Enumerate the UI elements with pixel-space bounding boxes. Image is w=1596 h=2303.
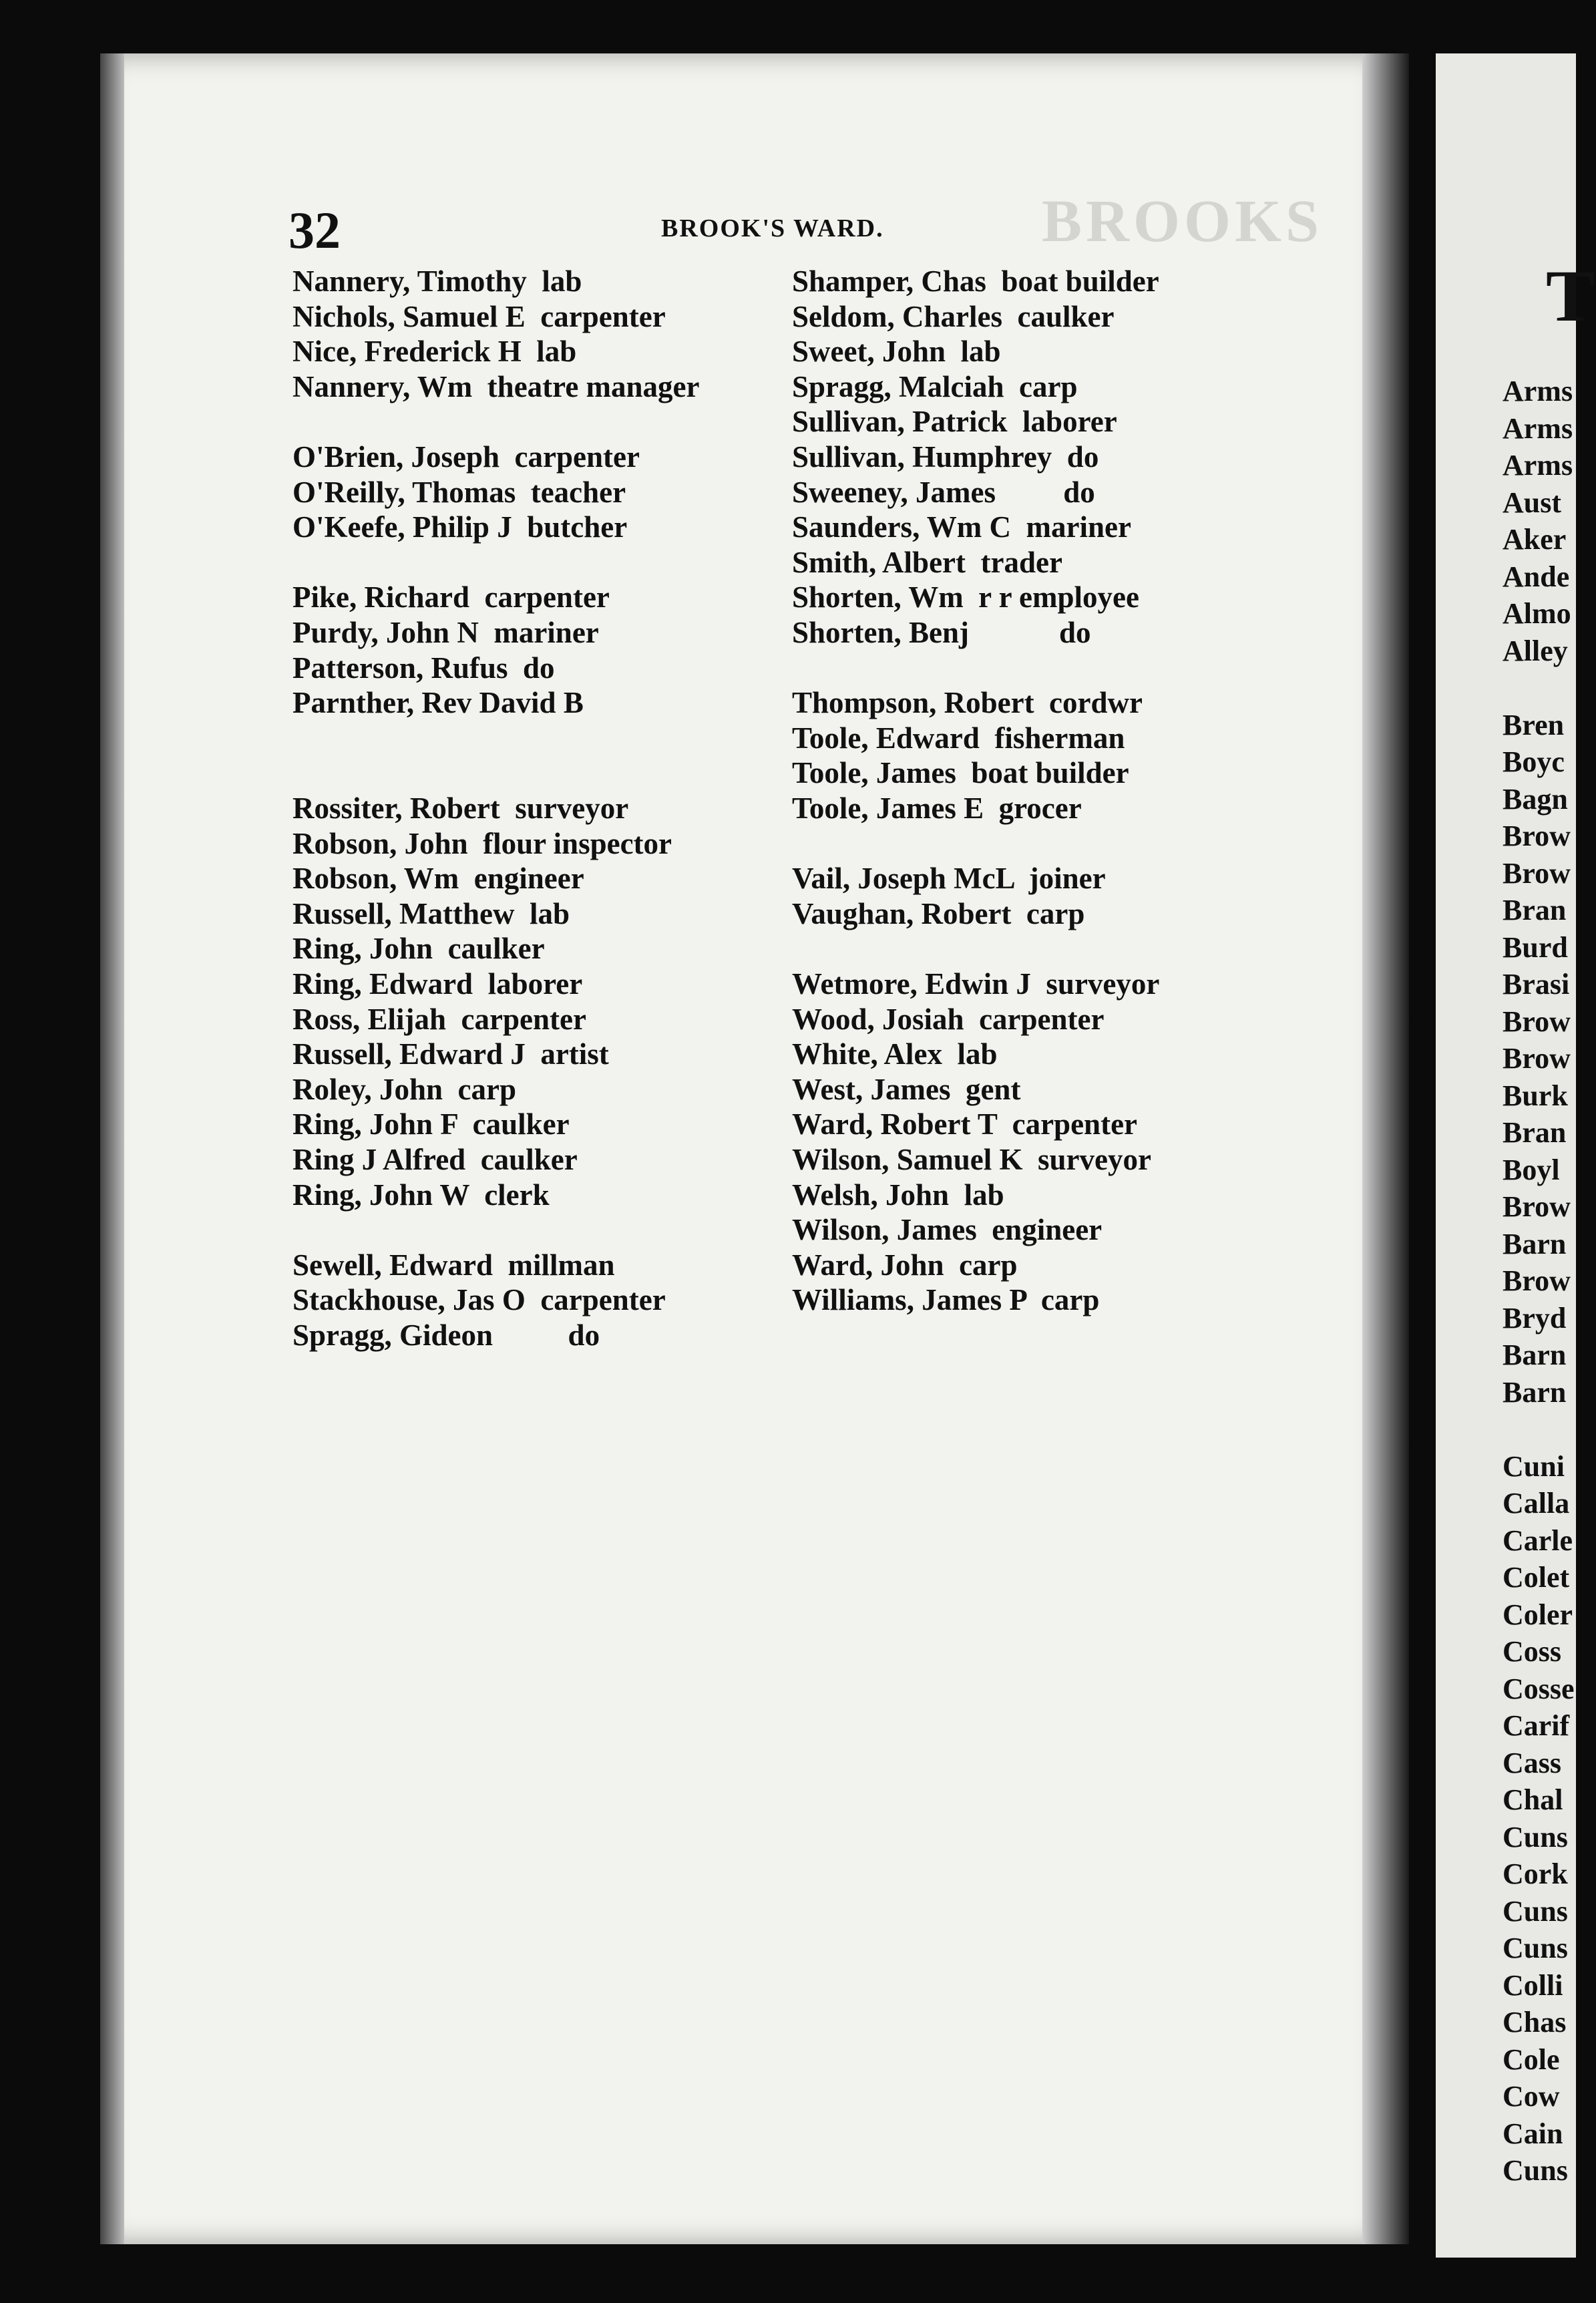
facing-page-stub: Brasi xyxy=(1503,968,1570,1001)
book-spine-shadow xyxy=(1362,53,1409,2244)
directory-entry: Ward, John carp xyxy=(792,1248,1018,1282)
directory-entry: Thompson, Robert cordwr xyxy=(792,686,1143,720)
directory-entry: Pike, Richard carpenter xyxy=(292,580,610,614)
facing-page-stub: Barn xyxy=(1503,1375,1567,1409)
facing-page-stub: Barn xyxy=(1503,1339,1567,1371)
directory-entry: Robson, John flour inspector xyxy=(292,826,672,860)
directory-entry: Nannery, Wm theatre manager xyxy=(292,369,700,403)
directory-entry: Purdy, John N mariner xyxy=(292,616,599,649)
facing-page-stub: Bran xyxy=(1503,894,1567,926)
directory-entry: Wilson, Samuel K surveyor xyxy=(792,1143,1151,1176)
facing-page xyxy=(1436,53,1595,2258)
directory-entry: O'Keefe, Philip J butcher xyxy=(292,510,628,544)
facing-page-stub: Bagn xyxy=(1503,782,1568,816)
facing-page-stub: Burk xyxy=(1503,1079,1568,1112)
facing-page-stub: Ande xyxy=(1503,560,1570,593)
facing-page-stub: Carif xyxy=(1503,1709,1570,1742)
facing-page-stub: Aker xyxy=(1503,523,1567,556)
directory-entry: West, James gent xyxy=(792,1072,1021,1106)
directory-entry: Toole, James E grocer xyxy=(792,791,1082,825)
directory-entry: Ring, John caulker xyxy=(292,932,545,966)
facing-page-stub: Cow xyxy=(1503,2080,1560,2113)
facing-page-stub: Arms xyxy=(1503,375,1573,407)
directory-entry: Sweet, John lab xyxy=(792,335,1001,369)
directory-entry: Wetmore, Edwin J surveyor xyxy=(792,967,1160,1001)
directory-entry: Sweeney, James do xyxy=(792,475,1095,509)
directory-entry: Welsh, John lab xyxy=(792,1178,1004,1212)
facing-page-stub: Brow xyxy=(1503,1042,1571,1075)
facing-page-stub: Cain xyxy=(1503,2117,1563,2150)
directory-entry: Shorten, Benj do xyxy=(792,616,1091,649)
facing-page-stub: Brow xyxy=(1503,1005,1571,1038)
directory-entry: Williams, James P carp xyxy=(792,1283,1100,1317)
facing-page-stub: Cass xyxy=(1503,1746,1562,1779)
facing-page-stub: Brow xyxy=(1503,856,1571,890)
directory-entry: Ring, John W clerk xyxy=(292,1178,550,1212)
facing-page-stub: Colet xyxy=(1503,1561,1570,1594)
facing-page-stub: Chas xyxy=(1503,2006,1567,2039)
facing-page-stub: Aust xyxy=(1503,486,1562,519)
directory-entry: Roley, John carp xyxy=(292,1072,517,1106)
directory-entry: O'Reilly, Thomas teacher xyxy=(292,475,626,509)
facing-page-stub: Cosse xyxy=(1503,1672,1575,1705)
directory-entry: Shamper, Chas boat builder xyxy=(792,264,1159,298)
directory-entry: Sullivan, Patrick laborer xyxy=(792,405,1117,439)
facing-page-stub: Arms xyxy=(1503,449,1573,482)
facing-page-stub: Burd xyxy=(1503,930,1568,964)
facing-page-stub: Alley xyxy=(1503,634,1568,667)
facing-page-stub: Bran xyxy=(1503,1116,1567,1149)
directory-entry: Smith, Albert trader xyxy=(792,545,1062,579)
facing-page-stub: Coler xyxy=(1503,1598,1573,1631)
directory-entry: White, Alex lab xyxy=(792,1037,998,1071)
facing-page-stub: Barn xyxy=(1503,1227,1567,1260)
directory-entry: Spragg, Gideon do xyxy=(292,1318,600,1352)
facing-page-stub: Boyl xyxy=(1503,1153,1560,1186)
facing-page-letter: T xyxy=(1546,255,1595,337)
facing-page-stub: Brow xyxy=(1503,820,1571,852)
facing-page-stub: Brow xyxy=(1503,1190,1571,1223)
directory-entry: Nichols, Samuel E carpenter xyxy=(292,299,666,333)
facing-page-stub: Cole xyxy=(1503,2043,1560,2076)
directory-entry: Nice, Frederick H lab xyxy=(292,335,577,369)
directory-entry: Rossiter, Robert surveyor xyxy=(292,791,629,825)
directory-entry: Ring, John F caulker xyxy=(292,1107,570,1141)
directory-entry: Saunders, Wm C mariner xyxy=(792,510,1131,544)
directory-entry: Ring, Edward laborer xyxy=(292,967,583,1001)
directory-entry: Ring J Alfred caulker xyxy=(292,1143,578,1176)
facing-page-stub: Colli xyxy=(1503,1968,1563,2002)
facing-page-stub: Cuns xyxy=(1503,1894,1568,1928)
directory-entry: Ward, Robert T carpenter xyxy=(792,1107,1138,1141)
directory-entry: Russell, Edward J artist xyxy=(292,1037,609,1071)
directory-entry: Patterson, Rufus do xyxy=(292,651,555,685)
facing-page-stub: Brow xyxy=(1503,1264,1571,1297)
directory-entry: Nannery, Timothy lab xyxy=(292,264,582,298)
facing-page-stub: Calla xyxy=(1503,1487,1570,1520)
bleed-through-heading: BROOKS xyxy=(1042,188,1324,254)
directory-entry: Spragg, Malciah carp xyxy=(792,369,1078,403)
directory-entry: Toole, Edward fisherman xyxy=(792,721,1125,755)
facing-page-stub: Carle xyxy=(1503,1524,1573,1557)
directory-entry: Stackhouse, Jas O carpenter xyxy=(292,1283,666,1317)
directory-entry: Vail, Joseph McL joiner xyxy=(792,862,1106,896)
facing-page-stub: Bryd xyxy=(1503,1301,1567,1335)
facing-page-stub: Chal xyxy=(1503,1783,1563,1816)
directory-entry: Vaughan, Robert carp xyxy=(792,896,1085,930)
directory-entry: Ross, Elijah carpenter xyxy=(292,1002,586,1036)
directory-entry: O'Brien, Joseph carpenter xyxy=(292,440,640,474)
directory-entry: Shorten, Wm r r employee xyxy=(792,580,1139,614)
page-number: 32 xyxy=(288,201,341,259)
facing-page-stub: Cuni xyxy=(1503,1449,1565,1483)
facing-page-stub: Cuns xyxy=(1503,1932,1568,1964)
directory-entry: Wood, Josiah carpenter xyxy=(792,1002,1105,1036)
directory-entry: Robson, Wm engineer xyxy=(292,862,584,896)
facing-page-stub: Boyc xyxy=(1503,745,1565,778)
book-gutter-shadow xyxy=(100,53,124,2244)
facing-page-stub: Cork xyxy=(1503,1857,1568,1890)
facing-page-stub: Coss xyxy=(1503,1635,1562,1668)
directory-entry: Sewell, Edward millman xyxy=(292,1248,615,1282)
directory-entry: Wilson, James engineer xyxy=(792,1213,1103,1247)
facing-page-stub: Almo xyxy=(1503,597,1571,630)
facing-page-stub: Cuns xyxy=(1503,1820,1568,1853)
directory-entry: Sullivan, Humphrey do xyxy=(792,440,1099,474)
directory-entry: Toole, James boat builder xyxy=(792,756,1129,790)
directory-entry: Parnther, Rev David B xyxy=(292,686,584,720)
facing-page-stub: Cuns xyxy=(1503,2154,1568,2187)
facing-page-stub: Arms xyxy=(1503,411,1573,445)
directory-entry: Russell, Matthew lab xyxy=(292,896,570,930)
facing-page-stub: Bren xyxy=(1503,708,1565,741)
running-head: BROOK'S WARD. xyxy=(661,214,884,242)
directory-entry: Seldom, Charles caulker xyxy=(792,299,1115,333)
